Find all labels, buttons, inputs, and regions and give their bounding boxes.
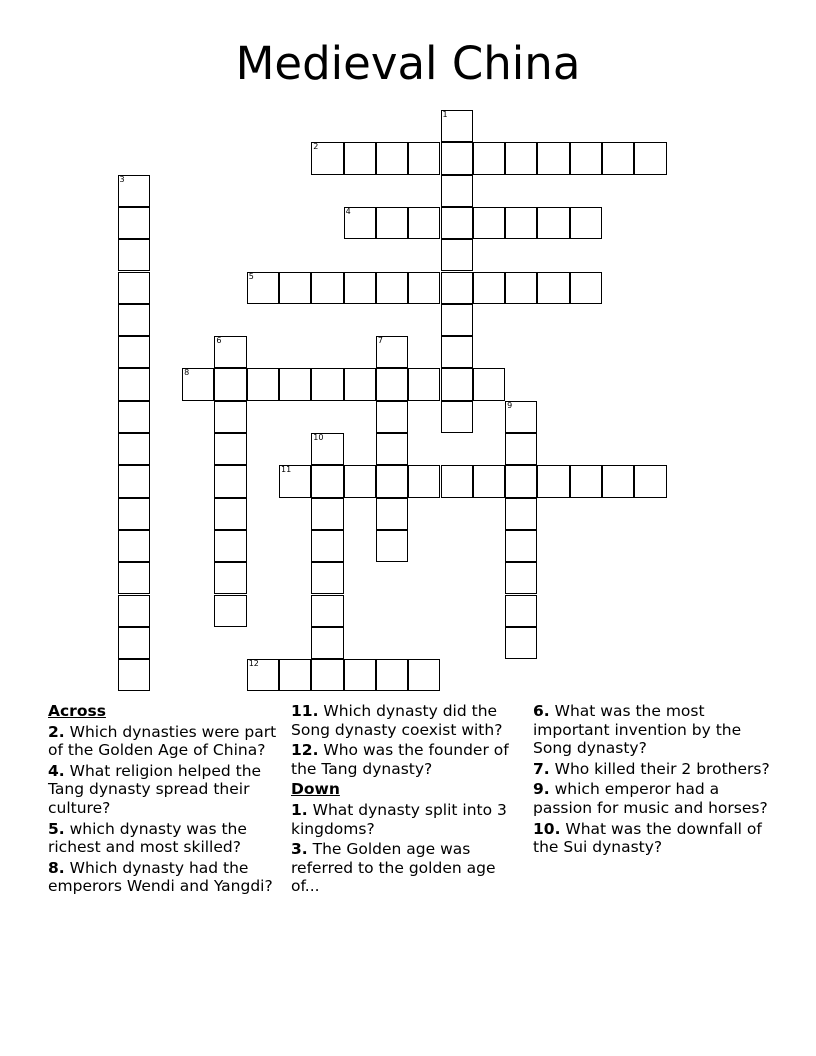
across-clue-11: 11. Which dynasty did the Song dynasty coexist with? xyxy=(291,702,503,739)
down-clue-9: 9. which emperor had a passion for music and horses? xyxy=(533,780,768,817)
grid-cell[interactable] xyxy=(214,368,246,400)
grid-cell[interactable] xyxy=(214,498,246,530)
grid-cell[interactable] xyxy=(311,530,343,562)
clue-number: 8 xyxy=(184,368,190,378)
grid-cell[interactable] xyxy=(344,272,376,304)
down-clue-1: 1. What dynasty split into 3 kingdoms? xyxy=(291,800,507,838)
clue-number: 7 xyxy=(377,336,383,346)
grid-cell[interactable] xyxy=(214,336,246,368)
grid-cell[interactable] xyxy=(376,142,408,174)
grid-cell[interactable] xyxy=(505,498,537,530)
grid-cell[interactable] xyxy=(505,595,537,627)
grid-cell[interactable] xyxy=(118,304,150,336)
across-clue-8: 8. Which dynasty had the emperors Wendi and Yangdi? xyxy=(48,858,273,896)
grid-cell[interactable] xyxy=(118,530,150,562)
across-clue-4: 4. What religion helped the Tang dynasty spread their culture? xyxy=(48,761,262,817)
grid-cell[interactable] xyxy=(537,465,569,497)
puzzle-title: Medieval China xyxy=(235,37,581,90)
grid-cell[interactable] xyxy=(118,272,150,304)
grid-cell[interactable] xyxy=(247,272,279,304)
grid-cell[interactable] xyxy=(441,175,473,207)
clue-number: 4 xyxy=(345,206,351,216)
grid-cell[interactable] xyxy=(376,465,408,497)
grid-cell[interactable] xyxy=(118,368,150,400)
grid-cell[interactable] xyxy=(214,433,246,465)
clue-number: 10 xyxy=(313,433,324,442)
grid-cell[interactable] xyxy=(376,659,408,691)
grid-cell[interactable] xyxy=(118,465,150,497)
grid-cell[interactable] xyxy=(537,272,569,304)
clue-number: 2 xyxy=(313,142,319,152)
grid-cell[interactable] xyxy=(376,498,408,530)
grid-cell[interactable] xyxy=(311,465,343,497)
clue-number: 12 xyxy=(248,659,259,669)
grid-cell[interactable] xyxy=(214,401,246,433)
grid-cell[interactable] xyxy=(376,433,408,465)
grid-cell[interactable] xyxy=(311,142,343,174)
grid-cell[interactable] xyxy=(311,272,343,304)
grid-cell[interactable] xyxy=(505,401,537,433)
grid-cell[interactable] xyxy=(473,142,505,174)
grid-cell[interactable] xyxy=(505,562,537,594)
clue-number: 11 xyxy=(281,465,292,475)
grid-cell[interactable] xyxy=(311,627,343,659)
grid-cell[interactable] xyxy=(505,465,537,497)
grid-cell[interactable] xyxy=(505,142,537,174)
grid-cell[interactable] xyxy=(570,207,602,239)
grid-cell[interactable] xyxy=(214,530,246,562)
grid-cell[interactable] xyxy=(473,368,505,400)
grid-cell[interactable] xyxy=(214,465,246,497)
down-clue-10: 10. What was the downfall of the Sui dynasty? xyxy=(533,819,762,857)
grid-cell[interactable] xyxy=(505,207,537,239)
grid-cell[interactable] xyxy=(311,368,343,400)
grid-cell[interactable] xyxy=(311,659,343,691)
grid-cell[interactable] xyxy=(214,595,246,627)
grid-cell[interactable] xyxy=(344,465,376,497)
across-header: Across xyxy=(48,702,106,720)
grid-cell[interactable] xyxy=(408,142,440,174)
grid-cell[interactable] xyxy=(311,498,343,530)
grid-cell[interactable] xyxy=(118,562,150,594)
down-header: Down xyxy=(291,780,340,799)
grid-cell[interactable] xyxy=(473,465,505,497)
grid-cell[interactable] xyxy=(408,272,440,304)
grid-cell[interactable] xyxy=(118,627,150,659)
grid-cell[interactable] xyxy=(118,595,150,627)
grid-cell[interactable] xyxy=(118,207,150,239)
grid-cell[interactable] xyxy=(376,272,408,304)
clue-number: 1 xyxy=(442,110,448,119)
clues-column-3 xyxy=(533,702,773,859)
down-clue-7: 7. Who killed their 2 brothers? xyxy=(533,759,770,778)
grid-cell[interactable] xyxy=(441,336,473,368)
grid-cell[interactable] xyxy=(408,368,440,400)
grid-cell[interactable] xyxy=(441,272,473,304)
grid-cell[interactable] xyxy=(473,207,505,239)
down-clue-6: 6. What was the most important invention by the Song dynasty? xyxy=(533,702,742,758)
across-clue-12: 12. Who was the founder of the Tang dynasty? xyxy=(291,741,509,778)
grid-cell[interactable] xyxy=(311,433,343,465)
grid-cell[interactable] xyxy=(441,207,473,239)
grid-cell[interactable] xyxy=(473,272,505,304)
grid-cell[interactable] xyxy=(247,368,279,400)
grid-cell[interactable] xyxy=(634,142,666,174)
grid-cell[interactable] xyxy=(441,465,473,497)
clue-number: 5 xyxy=(248,271,254,281)
grid-cell[interactable] xyxy=(441,368,473,400)
grid-cell[interactable] xyxy=(118,239,150,271)
down-clue-3: 3. The Golden age was referred to the golden age of... xyxy=(291,840,496,896)
grid-cell[interactable] xyxy=(602,465,634,497)
grid-cell[interactable] xyxy=(537,142,569,174)
clues-column-1 xyxy=(48,702,278,898)
grid-cell[interactable] xyxy=(537,207,569,239)
grid-cell[interactable] xyxy=(118,175,150,207)
grid-cell[interactable] xyxy=(376,401,408,433)
grid-cell[interactable] xyxy=(408,659,440,691)
clue-number: 3 xyxy=(119,174,125,184)
grid-cell[interactable] xyxy=(118,659,150,691)
grid-cell[interactable] xyxy=(344,659,376,691)
grid-cell[interactable] xyxy=(118,336,150,368)
grid-cell[interactable] xyxy=(505,530,537,562)
grid-cell[interactable] xyxy=(376,207,408,239)
grid-cell[interactable] xyxy=(441,142,473,174)
grid-cell[interactable] xyxy=(441,401,473,433)
grid-cell[interactable] xyxy=(376,336,408,368)
grid-cell[interactable] xyxy=(279,465,311,497)
grid-cell[interactable] xyxy=(408,465,440,497)
clue-number: 9 xyxy=(507,400,513,410)
grid-cell[interactable] xyxy=(344,207,376,239)
grid-cell[interactable] xyxy=(376,530,408,562)
grid-cell[interactable] xyxy=(118,401,150,433)
grid-cell[interactable] xyxy=(279,659,311,691)
clue-number: 6 xyxy=(216,336,222,346)
grid-cell[interactable] xyxy=(570,142,602,174)
grid-cell[interactable] xyxy=(570,272,602,304)
grid-cell[interactable] xyxy=(344,368,376,400)
grid-cell[interactable] xyxy=(311,562,343,594)
grid-cell[interactable] xyxy=(214,562,246,594)
grid-cell[interactable] xyxy=(505,272,537,304)
across-clue-2: 2. Which dynasties were part of the Golden Age of China? xyxy=(48,722,277,760)
grid-cell[interactable] xyxy=(505,627,537,659)
grid-cell[interactable] xyxy=(441,304,473,336)
grid-cell[interactable] xyxy=(441,110,473,142)
grid-cell[interactable] xyxy=(247,659,279,691)
grid-cell[interactable] xyxy=(182,368,214,400)
grid-cell[interactable] xyxy=(602,142,634,174)
grid-cell[interactable] xyxy=(570,465,602,497)
grid-cell[interactable] xyxy=(279,272,311,304)
grid-cell[interactable] xyxy=(311,595,343,627)
grid-cell[interactable] xyxy=(344,142,376,174)
clues-column-2 xyxy=(291,702,523,898)
grid-cell[interactable] xyxy=(279,368,311,400)
grid-cell[interactable] xyxy=(441,239,473,271)
grid-cell[interactable] xyxy=(118,433,150,465)
grid-cell[interactable] xyxy=(505,433,537,465)
grid-cell[interactable] xyxy=(376,368,408,400)
across-clue-5: 5. which dynasty was the richest and most skilled? xyxy=(48,819,247,857)
grid-cell[interactable] xyxy=(634,465,666,497)
grid-cell[interactable] xyxy=(408,207,440,239)
grid-cell[interactable] xyxy=(118,498,150,530)
